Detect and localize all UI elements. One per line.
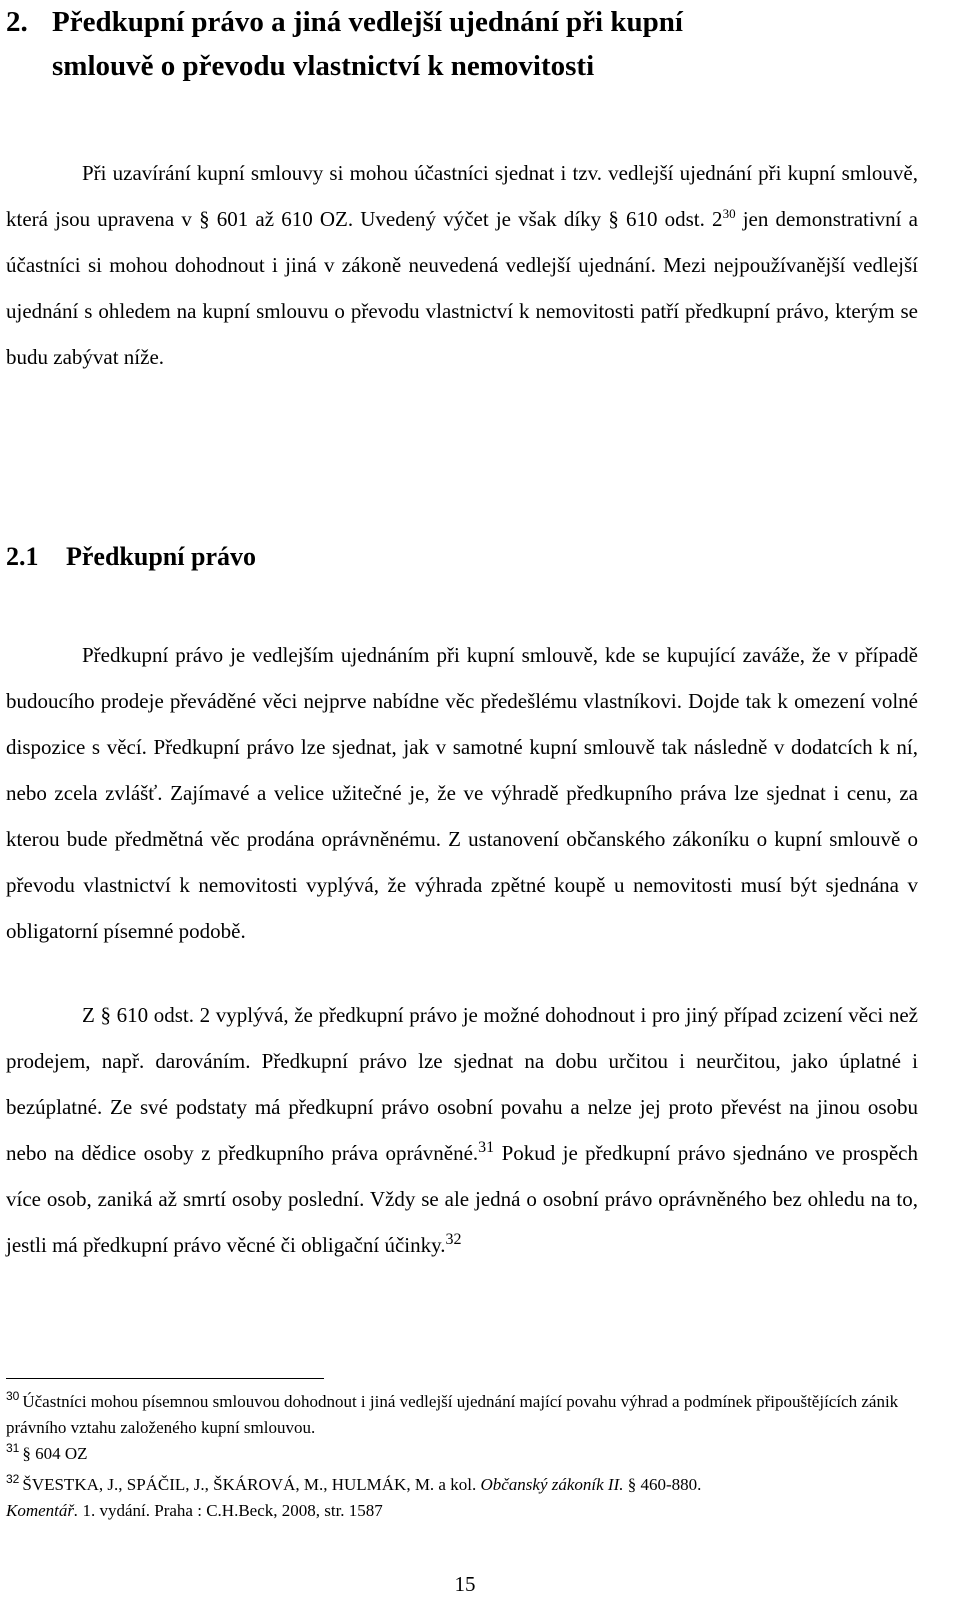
footnote-ref-32[interactable]: 32	[445, 1231, 462, 1248]
footnote-ref-30[interactable]: 30	[722, 206, 736, 221]
section-heading	[6, 540, 256, 574]
footnote-title-2: Komentář.	[6, 1501, 79, 1520]
section-number: 2.1	[6, 542, 39, 571]
footnote-31	[6, 1441, 918, 1467]
paragraph-2-text-2: Pokud je předkupní právo sjednáno ve prospěch více osob, zaniká až smrtí osoby poslední. Vždy se ale jedná o osobní právo oprávněného bez ohledu na to, jestli má předkupní právo věcné či obligační účinky.	[6, 1141, 918, 1257]
footnote-separator	[6, 1378, 324, 1379]
paragraph-2-text-1: Z § 610 odst. 2 vyplývá, že předkupní právo je možné dohodnout i pro jiný případ zcizení věci než prodejem, např. darováním. Předkupní právo lze sjednat na dobu určitou i neurčitou, jako úplatné i bezúplatné. Ze své podstaty má předkupní právo osobní povahu a nelze jej proto převést na jinou osobu nebo na dědice osoby z předkupního práva oprávněné.	[6, 1003, 918, 1165]
footnote-mark: 31	[6, 1441, 20, 1456]
footnote-mark: 32	[6, 1472, 20, 1487]
intro-text-1: Při uzavírání kupní smlouvy si mohou účastníci sjednat i tzv. vedlejší ujednání při kupní smlouvě, která jsou upravena v § 601 až 610 OZ. Uvedený výčet je však díky § 610 odst. 2	[6, 161, 918, 231]
section-title: Předkupní právo	[66, 542, 256, 571]
footnote-30	[6, 1389, 918, 1441]
chapter-number: 2.	[6, 6, 28, 38]
chapter-title-line1: Předkupní právo a jiná vedlejší ujednání při kupní	[52, 6, 683, 38]
footnote-mark: 30	[6, 1389, 20, 1404]
paragraph-1-text: Předkupní právo je vedlejším ujednáním při kupní smlouvě, kde se kupující zaváže, že v případě budoucího prodeje převáděné věci nejprve nabídne věc předešlému vlastníkovi. Dojde tak k omezení volné dispozice s věcí. Předkupní právo lze sjednat, jak v samotné kupní smlouvě tak následně v dodatcích k ní, nebo zcela zvlášť. Zajímavé a velice užitečné je, že ve výhradě předkupního práva lze sjednat i cenu, za kterou bude předmětná věc prodána oprávněnému. Z ustanovení občanského zákoníku o kupní smlouvě o převodu vlastnictví k nemovitosti vyplývá, že výhrada zpětné koupě u nemovitosti musí být sjednána v obligatorní písemné podobě.	[6, 643, 918, 943]
footnote-text-a: ŠVESTKA, J., SPÁČIL, J., ŠKÁROVÁ, M., HULMÁK, M. a kol.	[22, 1475, 481, 1494]
footnote-ref-31[interactable]: 31	[478, 1139, 495, 1156]
intro-text-2: jen demonstrativní a účastníci si mohou dohodnout i jiná v zákoně neuvedená vedlejší ujednání. Mezi nejpoužívanější vedlejší ujednání s ohledem na kupní smlouvu o převodu vlastnictví k nemovitosti patří předkupní právo, kterým se budu zabývat níže.	[6, 207, 918, 369]
chapter-title-line2: smlouvě o převodu vlastnictví k nemovitosti	[52, 50, 595, 82]
paragraph-2	[6, 992, 918, 1268]
paragraph-1	[6, 632, 918, 954]
page-number: 15	[454, 1572, 476, 1596]
footnote-text-b: § 460-880.	[623, 1475, 702, 1494]
footnote-text-c: 1. vydání. Praha : C.H.Beck, 2008, str. 1587	[78, 1501, 383, 1520]
footnote-text: Účastníci mohou písemnou smlouvou dohodnout i jiná vedlejší ujednání mající povahu výhrad a podmínek připouštějících zánik právního vztahu založeného kupní smlouvou.	[6, 1392, 899, 1437]
footnote-text: § 604 OZ	[22, 1444, 88, 1463]
chapter-heading	[6, 0, 936, 88]
footnote-title: Občanský zákoník II.	[480, 1475, 624, 1494]
footnote-32	[6, 1472, 918, 1524]
intro-paragraph	[6, 150, 918, 380]
